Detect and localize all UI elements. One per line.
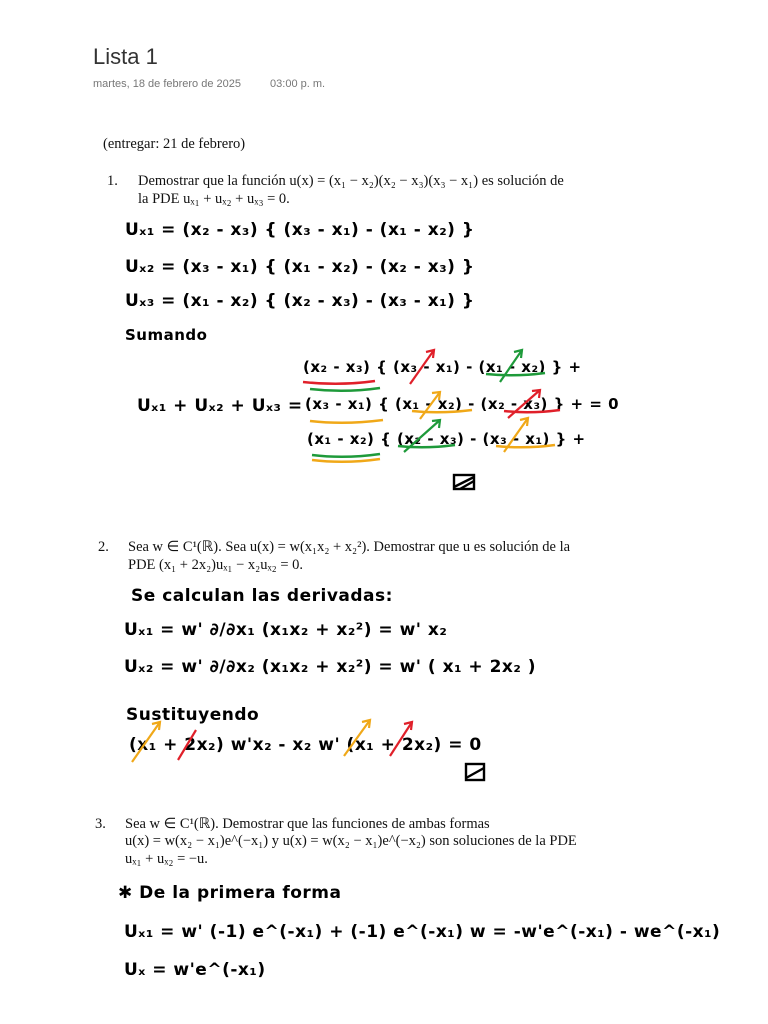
problem-1-statement-line1: Demostrar que la función u(x) = (x₁ − x₂)(x₂ − x₃)(x₃ − x₁) es solución de <box>138 173 564 189</box>
problem-1-number: 1. <box>107 173 118 189</box>
page-date: martes, 18 de febrero de 2025 <box>93 78 241 90</box>
handwritten-sum-row-1: (x₂ - x₃) { (x₃ - x₁) - (x₁ - x₂) } + <box>303 358 582 376</box>
handwritten-sum-lhs: Uₓ₁ + Uₓ₂ + Uₓ₃ = <box>137 396 303 416</box>
handwritten-sum-row-2: (x₃ - x₁) { (x₁ - x₂) - (x₂ - x₃) } + = 0 <box>305 395 620 413</box>
handwritten-p3-ux: Uₓ = w'e^(-x₁) <box>124 960 266 980</box>
underline-orange-2 <box>312 459 380 462</box>
problem-2-number: 2. <box>98 539 109 555</box>
handwritten-line-ux2: Uₓ₂ = (x₃ - x₁) { (x₁ - x₂) - (x₂ - x₃) } <box>125 257 475 277</box>
problem-2-statement-line2: PDE (x₁ + 2x₂)uₓ₁ − x₂uₓ₂ = 0. <box>128 557 304 573</box>
underline-orange <box>310 420 383 423</box>
problem-3-statement-line2: u(x) = w(x₂ − x₁)e^(−x₁) y u(x) = w(x₂ − x₁)e^(−x₂) son soluciones de la PDE <box>125 833 577 849</box>
problem-1-statement-line2: la PDE uₓ₁ + uₓ₂ + uₓ₃ = 0. <box>138 191 290 207</box>
qed-box-icon <box>454 475 474 489</box>
page-meta <box>93 78 351 90</box>
handwritten-primera-forma: ✱ De la primera forma <box>118 883 342 903</box>
page-title: Lista 1 <box>93 44 158 69</box>
problem-3-number: 3. <box>95 816 106 832</box>
underline-green-2 <box>312 454 380 457</box>
problem-2-statement-line1: Sea w ∈ C¹(ℝ). Sea u(x) = w(x₁x₂ + x₂²). Demostrar que u es solución de la <box>128 539 571 555</box>
handwritten-p2-ux2: Uₓ₂ = w' ∂/∂x₂ (x₁x₂ + x₂²) = w' ( x₁ + 2x₂ ) <box>124 657 537 677</box>
handwritten-se-calculan: Se calculan las derivadas: <box>131 586 393 606</box>
handwritten-p2-ux1: Uₓ₁ = w' ∂/∂x₁ (x₁x₂ + x₂²) = w' x₂ <box>124 620 448 640</box>
handwritten-line-ux3: Uₓ₃ = (x₁ - x₂) { (x₂ - x₃) - (x₃ - x₁) } <box>125 291 475 311</box>
handwritten-sumando: Sumando <box>125 326 208 344</box>
deadline-note: (entregar: 21 de febrero) <box>103 136 246 152</box>
page-time: 03:00 p. m. <box>270 78 326 90</box>
underline-green <box>310 388 380 391</box>
handwritten-line-ux1: Uₓ₁ = (x₂ - x₃) { (x₃ - x₁) - (x₁ - x₂) } <box>125 220 475 240</box>
problem-3-statement-line1: Sea w ∈ C¹(ℝ). Demostrar que las funciones de ambas formas <box>125 816 490 832</box>
handwritten-sum-row-3: (x₁ - x₂) { (x₂ - x₃) - (x₃ - x₁) } + <box>307 430 586 448</box>
handwritten-p2-substitution: (x₁ + 2x₂) w'x₂ - x₂ w' (x₁ + 2x₂) = 0 <box>129 735 482 755</box>
problem-3-statement-line3: uₓ₁ + uₓ₂ = −u. <box>125 851 208 867</box>
qed-box-icon <box>466 764 484 780</box>
handwritten-sustituyendo: Sustituyendo <box>126 705 260 725</box>
handwritten-p3-ux1: Uₓ₁ = w' (-1) e^(-x₁) + (-1) e^(-x₁) w = -w'e^(-x₁) - we^(-x₁) <box>124 922 721 942</box>
underline-red <box>303 381 375 384</box>
